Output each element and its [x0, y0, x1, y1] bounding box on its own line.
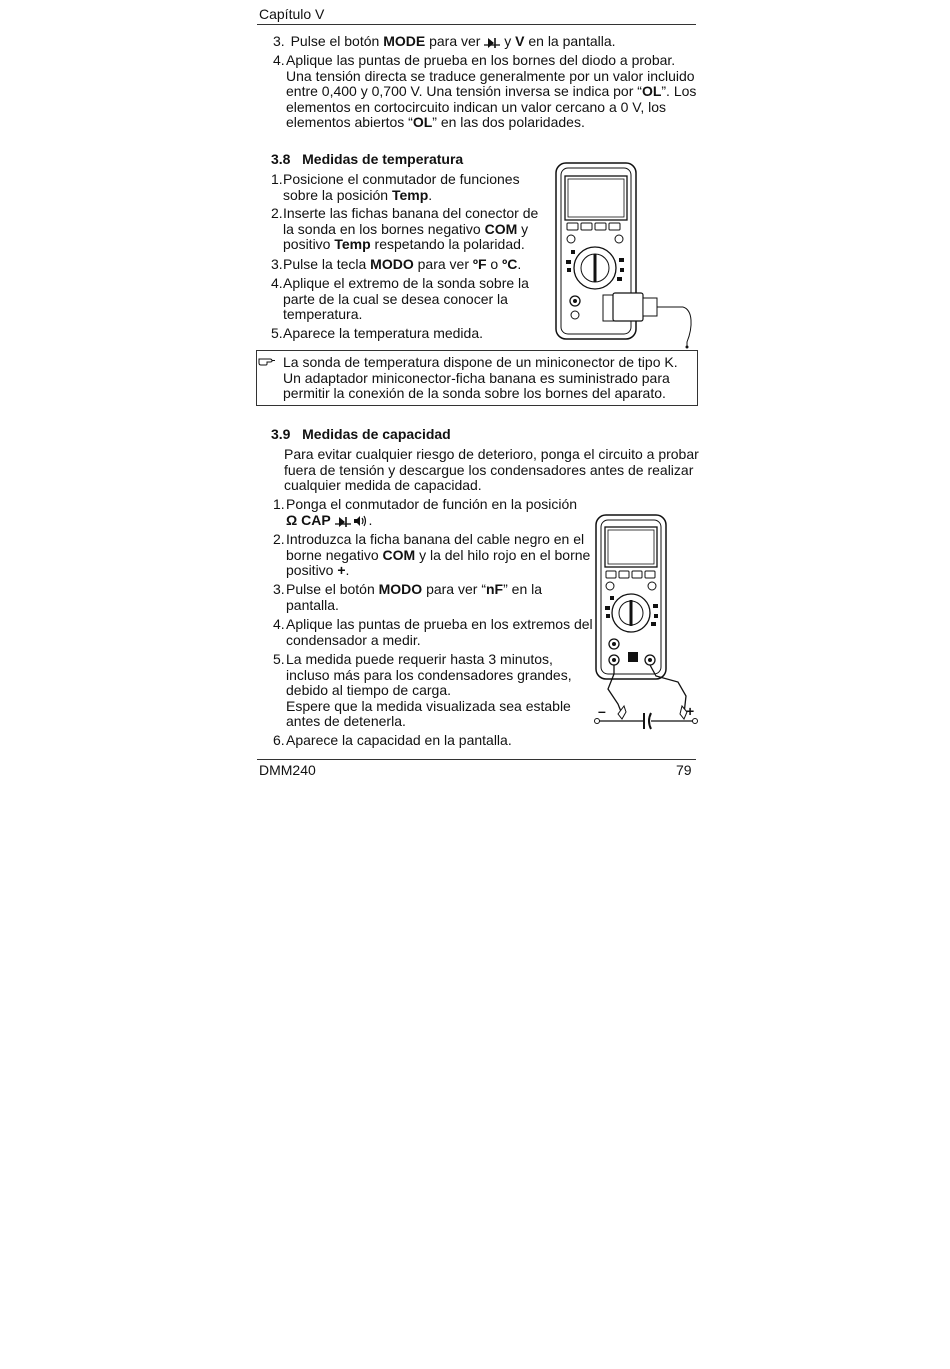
step-number: 3.: [273, 33, 285, 49]
positive-terminal-label: +: [686, 703, 695, 719]
note-text: [283, 355, 693, 402]
step-line: condensador a medir.: [286, 631, 421, 648]
diode-icon: [484, 36, 500, 48]
step-line: Aplique las puntas de prueba en los extremos del: [286, 616, 593, 632]
step-line: Aparece la temperatura medida.: [283, 325, 483, 341]
negative-terminal-label: –: [598, 703, 606, 719]
ol-label: OL: [412, 114, 433, 130]
section-title-temperature: 3.8 Medidas de temperatura: [271, 151, 464, 167]
section-title-capacitance: 3.9 Medidas de capacidad: [271, 426, 451, 442]
mode-label: MODE: [383, 33, 426, 49]
diode-icon: [335, 515, 351, 527]
volt-label: V: [515, 33, 525, 49]
intro-line: cualquier medida de capacidad.: [284, 477, 482, 493]
note-line: La sonda de temperatura dispone de un miniconector de tipo K.: [283, 354, 678, 370]
step-line: la sonda en los bornes negativo COM y: [283, 220, 529, 237]
step-line: sobre la posición Temp.: [283, 186, 433, 203]
step-text-end: en la pantalla.: [524, 33, 616, 49]
step-line: Espere que la medida visualizada sea estable: [286, 697, 571, 714]
intro-line: Para evitar cualquier riesgo de deterioro, ponga el circuito a probar: [284, 446, 699, 462]
step-line: debido al tiempo de carga.: [286, 682, 451, 698]
step-text-mid: para ver: [425, 33, 485, 49]
step-line: Posicione el conmutador de funciones: [283, 171, 520, 187]
multimeter-temperature-illustration: [553, 162, 703, 352]
step-line: Aparece la capacidad en la pantalla.: [286, 732, 512, 748]
note-line: Un adaptador miniconector-ficha banana es suministrado para: [283, 369, 670, 386]
step-line: positivo +.: [286, 562, 350, 578]
step-line: Una tensión directa se traduce generalmente por un valor incluido: [286, 67, 695, 84]
continuity-sound-icon: [354, 515, 368, 527]
step-line: Aplique las puntas de prueba en los bornes del diodo a probar.: [286, 52, 676, 68]
step-number: 1.: [271, 171, 283, 187]
step-line: elementos en cortocircuito indican un valor cercano a 0 V, los: [286, 98, 667, 115]
step-line: Introduzca la ficha banana del cable negro en el: [286, 531, 585, 547]
pointing-hand-icon: [258, 356, 276, 366]
step-line: positivo Temp respetando la polaridad.: [283, 236, 525, 252]
header-rule: [257, 24, 696, 25]
step-number: 1.: [273, 496, 285, 512]
diode-step-3: [273, 34, 703, 50]
step-line: Ω CAP .: [286, 511, 373, 528]
step-text-pre: Pulse el botón: [290, 33, 384, 49]
multimeter-capacitance-illustration: [594, 514, 698, 736]
step-line: pantalla.: [286, 596, 339, 613]
step-number: 6.: [273, 732, 285, 748]
step-number: 4.: [273, 616, 285, 632]
step-number: 3.: [271, 256, 283, 272]
step-line: entre 0,400 y 0,700 V. Una tensión inversa se indica por “OL”. Los: [286, 83, 697, 99]
step-number: 4.: [271, 275, 283, 291]
step-line: La medida puede requerir hasta 3 minutos,: [286, 651, 553, 667]
step-number: 5.: [271, 325, 283, 341]
step-line: incluso más para los condensadores grandes,: [286, 666, 572, 683]
footer-rule: [257, 759, 696, 760]
step-line: elementos abiertos “OL” en las dos polaridades.: [286, 114, 585, 130]
footer-model: DMM240: [259, 762, 316, 778]
capacitance-intro: [284, 447, 699, 494]
chapter-header: Capítulo V: [259, 6, 325, 22]
intro-line: fuera de tensión y descargue los condensadores antes de realizar: [284, 461, 694, 478]
step-line: borne negativo COM y la del hilo rojo en el borne: [286, 546, 591, 563]
step-line: Aplique el extremo de la sonda sobre la: [283, 275, 529, 291]
page-number: 79: [676, 762, 692, 778]
step-line: Pulse el botón MODO para ver “nF” en la: [286, 581, 543, 597]
note-line: permitir la conexión de la sonda sobre los bornes del aparato.: [283, 385, 666, 401]
step-line: antes de detenerla.: [286, 713, 406, 729]
step-text-post: y: [500, 33, 516, 49]
step-number: 2.: [271, 205, 283, 221]
step-line: parte de la cual se desea conocer la: [283, 290, 508, 307]
step-number: 5.: [273, 651, 285, 667]
step-number: 2.: [273, 531, 285, 547]
step-number: 4.: [273, 52, 285, 68]
step-line: Inserte las fichas banana del conector de: [283, 205, 539, 221]
step-line: temperatura.: [283, 306, 363, 322]
ol-label: OL: [641, 83, 662, 99]
step-line: Ponga el conmutador de función en la posición: [286, 496, 578, 512]
step-number: 3.: [273, 581, 285, 597]
